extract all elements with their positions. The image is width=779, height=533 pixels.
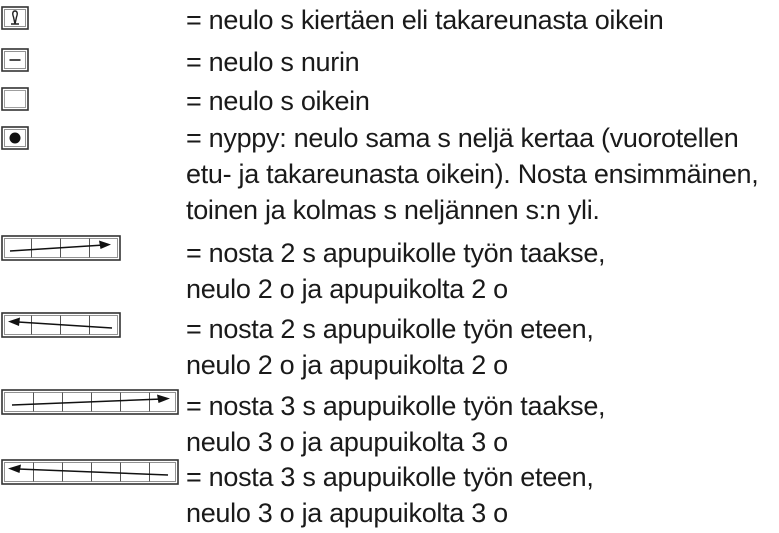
legend-item-twisted-knit — [186, 2, 663, 38]
legend-text-line: neulo 2 o ja apupuikolta 2 o — [186, 350, 508, 380]
legend-text-line: neulo 3 o ja apupuikolta 3 o — [186, 498, 508, 528]
cable-3x3-front-icon — [0, 458, 184, 486]
bobble-dot-icon — [0, 125, 30, 151]
legend-text-line: etu- ja takareunasta oikein). Nosta ensimmäinen, — [186, 159, 759, 189]
legend-item-cable-3x3-back — [186, 388, 605, 460]
legend-text-line: = neulo s kiertäen eli takareunasta oikein — [186, 5, 664, 35]
legend-item-bobble — [186, 120, 758, 228]
legend-text-line: = nosta 2 s apupuikolle työn eteen, — [186, 314, 594, 344]
legend-text-line: = nosta 3 s apupuikolle työn taakse, — [186, 391, 606, 421]
legend-item-knit — [186, 83, 370, 119]
legend-item-purl — [186, 44, 359, 80]
legend-text-line: neulo 2 o ja apupuikolta 2 o — [186, 274, 508, 304]
legend-text-line: = neulo s nurin — [186, 47, 360, 77]
purl-dash-icon — [0, 47, 30, 73]
legend-text-line: = nosta 2 s apupuikolle työn taakse, — [186, 238, 606, 268]
cable-2x2-back-icon — [0, 234, 124, 262]
cable-2x2-front-icon — [0, 311, 124, 339]
legend-item-cable-3x3-front — [186, 459, 594, 531]
legend-item-cable-2x2-back — [186, 235, 605, 307]
legend-text-line: = neulo s oikein — [186, 86, 370, 116]
legend-text-line: toinen ja kolmas s neljännen s:n yli. — [186, 195, 600, 225]
legend-item-cable-2x2-front — [186, 311, 594, 383]
legend-text-line: = nosta 3 s apupuikolle työn eteen, — [186, 462, 594, 492]
legend-text-line: = nyppy: neulo sama s neljä kertaa (vuorotellen — [186, 123, 739, 153]
knit-blank-icon — [0, 86, 30, 112]
twisted-knit-icon — [0, 5, 30, 31]
cable-3x3-back-icon — [0, 388, 184, 416]
legend-text-line: neulo 3 o ja apupuikolta 3 o — [186, 427, 508, 457]
